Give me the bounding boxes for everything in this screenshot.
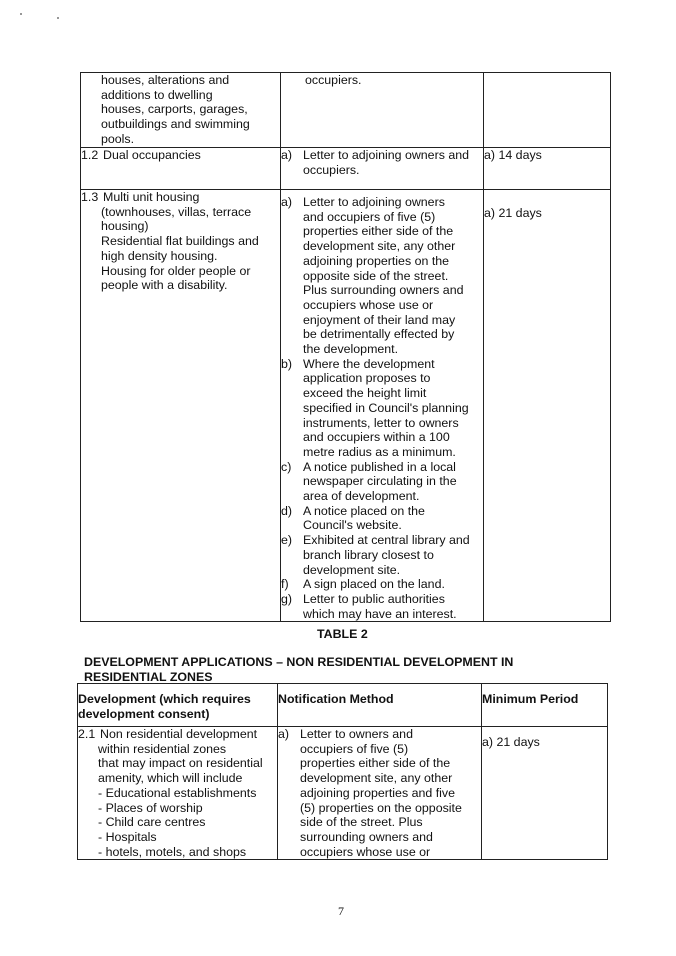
method-text: instruments, letter to owners [303,415,459,430]
method-text: occupiers whose use or [300,844,431,859]
development-text: high density housing. [101,248,218,263]
item-label: a) [278,727,290,741]
method-text: be detrimentally effected by [303,327,455,342]
method-text: occupiers. [305,73,362,87]
development-text: additions to dwelling [101,87,213,102]
method-text: A notice published in a local [303,459,456,474]
table-row [78,727,608,860]
method-text: specified in Council's planning [303,400,469,415]
development-text: - Places of worship [98,800,203,815]
minimum-period-cell [484,190,611,622]
method-text: adjoining properties on the [303,253,450,268]
notification-method-cell [281,190,484,622]
development-text: houses, alterations and [101,73,230,87]
item-label: a) [281,148,293,162]
list-item [281,533,483,577]
column-header-minimum-period: Minimum Period [482,684,608,727]
minimum-period: a) 21 days [484,206,542,220]
list-item [281,460,483,504]
list-item [281,504,483,533]
item-label: a) [281,195,293,209]
development-cell [81,73,281,148]
method-text: exceed the height limit [303,386,427,401]
development-text: Residential flat buildings and [101,234,259,249]
method-text: adjoining properties and five [300,785,455,800]
notification-table-2 [77,683,608,860]
development-text: - Educational establishments [98,785,257,800]
notification-method-cell [281,73,484,148]
method-text: properties either side of the [300,756,451,771]
method-text: opposite side of the street. [303,268,449,283]
method-text: metre radius as a minimum. [303,444,456,459]
list-item [281,195,483,357]
method-text: Exhibited at central library and [303,533,470,548]
method-text: Letter to owners and [300,727,413,741]
row-number: 2.1 [78,727,96,741]
column-header-method: Notification Method [278,684,482,727]
development-type: Non residential development [100,727,258,741]
development-text: people with a disability. [101,278,228,293]
scan-speck [57,17,59,19]
development-text: that may impact on residential [98,756,263,771]
method-text: Letter to adjoining owners [303,195,445,209]
method-text: side of the street. Plus [300,815,423,830]
method-text: occupiers. [303,162,360,177]
notification-method-cell [281,148,484,190]
method-text: properties either side of the [303,224,454,239]
development-text: - Hospitals [98,829,157,844]
method-text: occupiers whose use or [303,297,434,312]
method-text: (5) properties on the opposite [300,800,462,815]
method-text: Letter to public authorities [303,591,445,606]
item-label: e) [281,533,293,548]
method-text: enjoyment of their land may [303,312,456,327]
development-cell [78,727,278,860]
method-text: application proposes to [303,371,431,386]
list-item [281,592,483,621]
method-text: development site, any other [300,771,453,786]
development-type: Dual occupancies [103,148,201,162]
method-text: Where the development [303,356,435,371]
item-label: f) [281,577,289,592]
column-header-development: Development (which requires development consent) [78,684,278,727]
item-label: g) [281,591,293,606]
method-text: branch library closest to [303,547,434,562]
list-item [281,148,483,177]
method-text: area of development. [303,489,420,504]
minimum-period-cell [484,148,611,190]
method-text: newspaper circulating in the [303,474,457,489]
minimum-period: a) 21 days [482,735,540,749]
development-text: - hotels, motels, and shops [98,844,247,859]
method-text: which may have an interest. [303,606,457,621]
method-text: Letter to adjoining owners and [303,148,470,162]
method-text: development site, any other [303,239,456,254]
table-row [81,190,611,622]
minimum-period-cell [484,73,611,148]
table-row [81,148,611,190]
minimum-period-cell [482,727,608,860]
item-label: c) [281,459,292,474]
development-type: Multi unit housing [103,190,200,204]
table-2-heading: DEVELOPMENT APPLICATIONS – NON RESIDENTIAL DEVELOPMENT IN RESIDENTIAL ZONES [84,655,514,684]
scan-speck [20,13,22,15]
minimum-period: a) 14 days [484,148,542,162]
list-item [278,727,481,859]
method-text: and occupiers within a 100 [303,430,450,445]
development-cell [81,148,281,190]
table-header-row [78,684,608,727]
development-text: within residential zones [98,741,227,756]
method-text: surrounding owners and [300,829,433,844]
development-text: pools. [101,131,135,146]
page-number: 7 [338,904,344,918]
row-number: 1.2 [81,148,99,162]
development-cell [81,190,281,622]
method-text: A notice placed on the [303,503,425,518]
method-text: Council's website. [303,518,402,533]
development-text: Housing for older people or [101,263,251,278]
table-2-title: TABLE 2 [317,627,368,641]
item-label: d) [281,503,293,518]
list-item [281,577,483,592]
development-text: (townhouses, villas, terrace [101,204,252,219]
development-text: - Child care centres [98,815,206,830]
method-text: and occupiers of five (5) [303,209,436,224]
row-number: 1.3 [81,190,99,204]
list-item [281,357,483,460]
development-text: amenity, which will include [98,771,243,786]
method-text: occupiers of five (5) [300,741,409,756]
method-text: A sign placed on the land. [303,577,445,592]
item-label: b) [281,356,293,371]
development-text: houses, carports, garages, [101,102,248,117]
notification-table-1 [80,72,611,622]
development-text: outbuildings and swimming [101,117,250,132]
development-text: housing) [101,219,149,234]
method-text: the development. [303,342,399,357]
method-text: development site. [303,562,401,577]
method-text: Plus surrounding owners and [303,283,464,298]
notification-method-cell [278,727,482,860]
table-row [81,73,611,148]
